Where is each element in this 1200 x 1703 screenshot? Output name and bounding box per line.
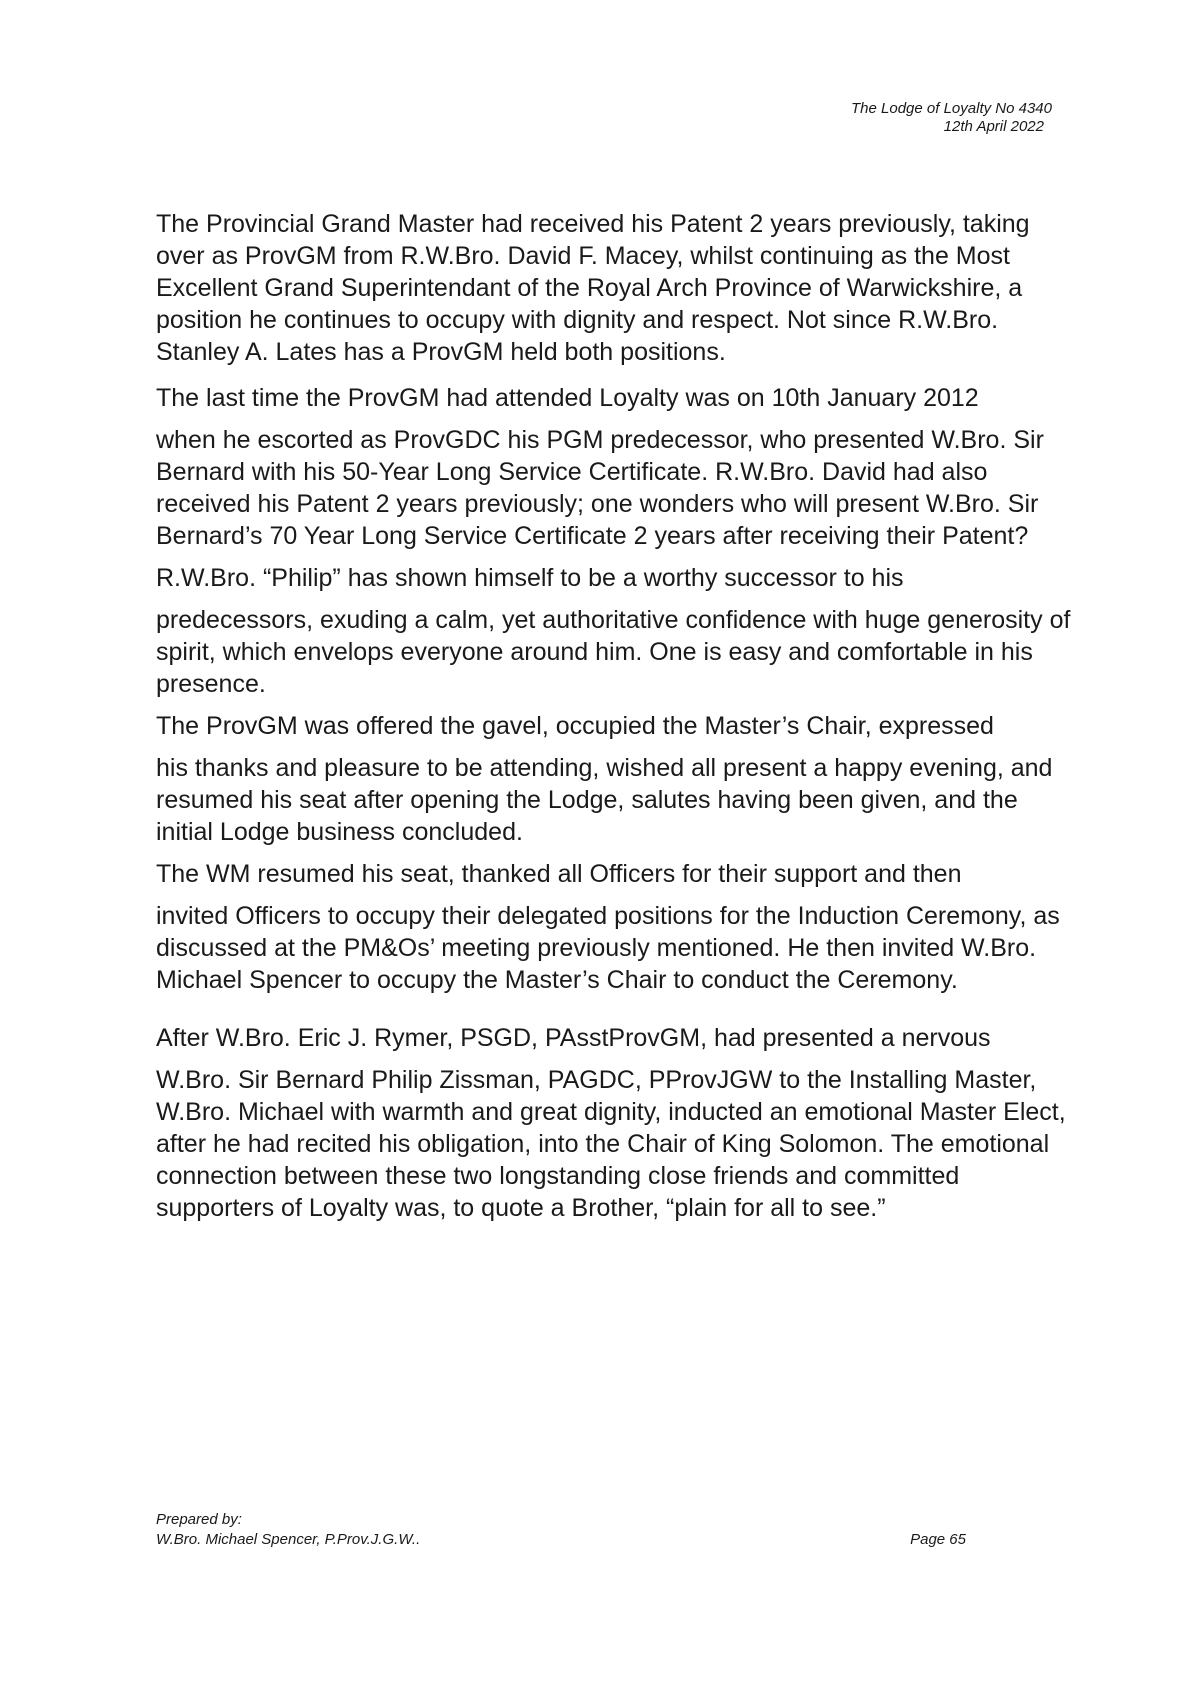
lodge-name: The Lodge of Loyalty No 4340 [851,100,1052,117]
meeting-date: 12th April 2022 [943,118,1044,135]
paragraph: W.Bro. Sir Bernard Philip Zissman, PAGDC, PProvJGW to the Installing Master, W.Bro. Michael with warmth and great dignity, inducted an emotional Master Elect, after he had recited his obligation, into the Chair of King Solomon. The emotional connection between these two longstanding close friends and committed supporters of Loyalty was, to quote a Brother, “plain for all to see.” [156,1066,1066,1222]
paragraph: The WM resumed his seat, thanked all Officers for their support and then [156,860,962,888]
document-header [851,100,1052,136]
paragraph: After W.Bro. Eric J. Rymer, PSGD, PAsstProvGM, had presented a nervous [156,1024,991,1052]
document-body [156,208,1076,1224]
author-name: W.Bro. Michael Spencer, P.Prov.J.G.W.. [156,1531,421,1548]
paragraph: invited Officers to occupy their delegated positions for the Induction Ceremony, as discussed at the PM&Os’ meeting previously mentioned. He then invited W.Bro. Michael Spencer to occupy the Master’s Chair to conduct the Ceremony. [156,902,1060,994]
document-footer [156,1510,966,1550]
paragraph: predecessors, exuding a calm, yet authoritative confidence with huge generosity of spirit, which envelops everyone around him. One is easy and comfortable in his presence. [156,606,1071,698]
paragraph: his thanks and pleasure to be attending, wished all present a happy evening, and resumed his seat after opening the Lodge, salutes having been given, and the initial Lodge business concluded. [156,754,1053,846]
paragraph: The ProvGM was offered the gavel, occupied the Master’s Chair, expressed [156,712,994,740]
paragraph: The last time the ProvGM had attended Loyalty was on 10th January 2012 [156,384,979,412]
paragraph: R.W.Bro. “Philip” has shown himself to be a worthy successor to his [156,564,904,592]
paragraph: when he escorted as ProvGDC his PGM predecessor, who presented W.Bro. Sir Bernard with his 50-Year Long Service Certificate. R.W.Bro. David had also received his Patent 2 years previously; one wonders who will present W.Bro. Sir Bernard’s 70 Year Long Service Certificate 2 years after receiving their Patent? [156,426,1044,550]
page-number: Page 65 [910,1531,966,1548]
paragraph: The Provincial Grand Master had received his Patent 2 years previously, taking over as ProvGM from R.W.Bro. David F. Macey, whilst continuing as the Most Excellent Grand Superintendant of the Royal Arch Province of Warwickshire, a position he continues to occupy with dignity and respect. Not since R.W.Bro. Stanley A. Lates has a ProvGM held both positions. [156,210,1030,366]
prepared-by-label: Prepared by: [156,1511,242,1528]
